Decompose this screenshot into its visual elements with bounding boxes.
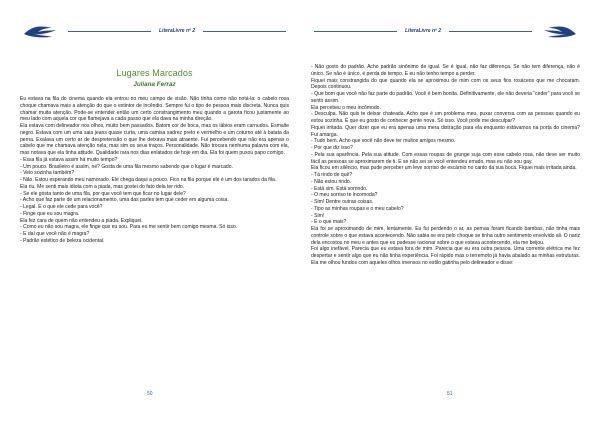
paragraph: - Não gosto do padrão. Acho padrão sinônimo de igual. Se é igual, não faz diferença. Se não tem diferença, não é único. Se não é único, é perda de tempo. E eu não tenho tempo a perder. (311, 64, 580, 77)
page-header (22, 24, 288, 38)
paragraph: - Veio sozinha também? (20, 170, 75, 177)
paragraph: - Sim! Dentre outras coisas. (311, 199, 374, 205)
page-header (312, 24, 578, 38)
paragraph: - Tá rindo de quê? (311, 172, 353, 178)
paragraph: Fiquei mais constrangida do que quando ela se aproximou de mim com os seus fios rosáceos que me chocaram. Depois continuou. (311, 77, 580, 91)
paragraph: - O meu sorriso te incomoda? (311, 192, 378, 199)
right-body-text (311, 64, 580, 267)
paragraph: - Acho que faz parte de um relacionamento, uma das partes tem que ceder em alguma coisa. (20, 197, 229, 204)
paragraph: - Um pouco. Brasileiro é assim, né? Gosta de uma fila mesmo sabendo que o lugar é marcado. (20, 163, 233, 170)
paragraph: Ela percebeu o meu incômodo. (311, 104, 381, 111)
paragraph: - Tudo bem. Acho que você não deve ter muitos amigos mesmo. (311, 138, 456, 145)
story-title: Lugares Marcados (116, 68, 193, 78)
paragraph: - Desculpa. Não quis te deixar chateada. Acho que é um problema meu, puxar conversa com as pessoas quando eu estou sozinha. É que eu gosto de conhecer gente nova. Só isso. Você pode me desculpar? (311, 111, 580, 124)
paragraph: - Se ele gosta tanto de uma fila, por que você tem que ficar no lugar dele? (20, 190, 186, 197)
bird-logo-icon (534, 24, 578, 38)
paragraph: Foi algo inefável. Parecia que eu estava fora de mim. Parecia que eu era outra pessoa. Uma corrente elétrica me fez despertar e sentir algo que eu não tinha experiência. Foi rápido mas o terremoto já havia abalado as minhas estruturas. Ela me olhou fundos com aqueles olhos imensos no estilo gatinha pelo delineador e disse: (311, 246, 580, 266)
page-number: 50 (147, 391, 153, 397)
header-title: LiteraLivre nº 2 (405, 28, 442, 34)
paragraph: Fiquei irritada. Quer dizer que eu era apenas uma mera distração para ela enquanto estávamos na porta do cinema? Fui amarga. (311, 124, 580, 138)
paragraph: - Está sim. Está sorrindo. (311, 185, 368, 192)
story-title-block (20, 68, 289, 88)
left-body-text (20, 96, 289, 245)
paragraph: - Não. Estou esperando meu namorado. Ele chega daqui a pouco. Fico na fila porque ele é um dos tarados da fila. (20, 177, 277, 183)
right-page (300, 0, 600, 424)
header-rule (203, 31, 286, 32)
paragraph: Ela riu. Me senti mais idiota com a piada, mas gostei do fato dela ter rido. (20, 183, 185, 190)
paragraph: Ela fez cara de quem não entendeu a piada. Expliquei. (20, 217, 143, 224)
header-rule (314, 31, 397, 32)
page-number: 51 (447, 391, 453, 397)
paragraph: - Sim! (311, 212, 325, 219)
paragraph: - Padrão estético de beleza ocidental. (20, 237, 105, 244)
paragraph: - Que bom que você não faz parte do padrão. Você é bem bonita. Definitivamente, ele não deveria "ceder" para você se sentir assim. (311, 91, 580, 104)
paragraph: Ela ficou em silêncio, mas pude perceber um leve sorriso de escárnio no canto da sua boca. Fiquei mais irritada ainda. (311, 165, 577, 172)
story-author: Juliana Ferraz (133, 81, 176, 88)
paragraph: - Como eu não sou magra, ele finge que eu sou. Para eu me sentir bem comigo mesma. Só isso. (20, 224, 238, 231)
paragraph: - Não estou rindo. (311, 178, 352, 185)
paragraph: - Essa fila já estava assim há muito tempo? (20, 156, 118, 163)
paragraph: Ela foi se aproximando de mim, lentamente. Eu fui perdendo o ar, as pernas foram ficando bambas, não tinha mais controle sobre o que estava acontecendo. Não sabia se era pelo choque se tinha outro sentimento envolvido ali. O nariz dela encostou no meu e antes que eu pudesse racionar sobre o que estava acontecendo, ela me beijou. (311, 226, 580, 246)
paragraph: Eu estava na fila do cinema quando ela entrou no meu campo de visão. Não tinha como não notá-la: o cabelo rosa choque chamava mais a atenção do que o extintor de incêndio. Sempre fui o tipo de pessoa mais discreta. Nunca quis chamar muita atenção. Pode-se entender então um certo constrangimento meu quando a garota ficou justamente ao meu lado com aquela cor que flamejava a cada passo que ela dava na minha direção. (20, 96, 289, 123)
paragraph: - Por que diz isso? (311, 145, 353, 151)
header-rule (449, 31, 532, 32)
header-rule (68, 31, 151, 32)
paragraph: - Legal. E o que ele cede para você? (20, 204, 103, 210)
header-title: LiteraLivre nº 2 (159, 28, 196, 34)
paragraph: - Pela sua aparência. Pela sua atitude. Com essas roupas de grunge suja com esse cabelo rosa, não deve ser muito fácil as pessoas se aproximarem de ti. E se não sei se você entendeu errado, mas eu não sou gay. (311, 151, 580, 165)
paragraph: - E o que mais? (311, 219, 347, 226)
paragraph: - Tipo as minhas roupas e o meu cabelo? (311, 205, 404, 212)
paragraph: Ela estava com delineador nos olhos, muito bem passados. Batom cor de boca, mas os lábios eram carnudos. Esmalte negro. Estava com um uma saia jeans quase curta, uma camisa xadrez preto e vermelho e um coturno até à batata da perna. Exalava um certo ar de despretensão o que lhe deixava mais atraente. Fui percebendo que não era apenas o cabelo que me chamava atenção nela, mas sim os seus traços. Personalidade. Não trocara nenhuma palavra com ela, mas notava que ela tinha atitude. Qualidade rara nos dias enlatados de hoje em dia. Ela foi quem puxou papo comigo. (20, 123, 289, 156)
paragraph: - Finge que eu sou magra. (20, 210, 80, 217)
paragraph: - E daí que você não é magra? (20, 231, 90, 237)
bird-logo-icon (22, 24, 66, 38)
